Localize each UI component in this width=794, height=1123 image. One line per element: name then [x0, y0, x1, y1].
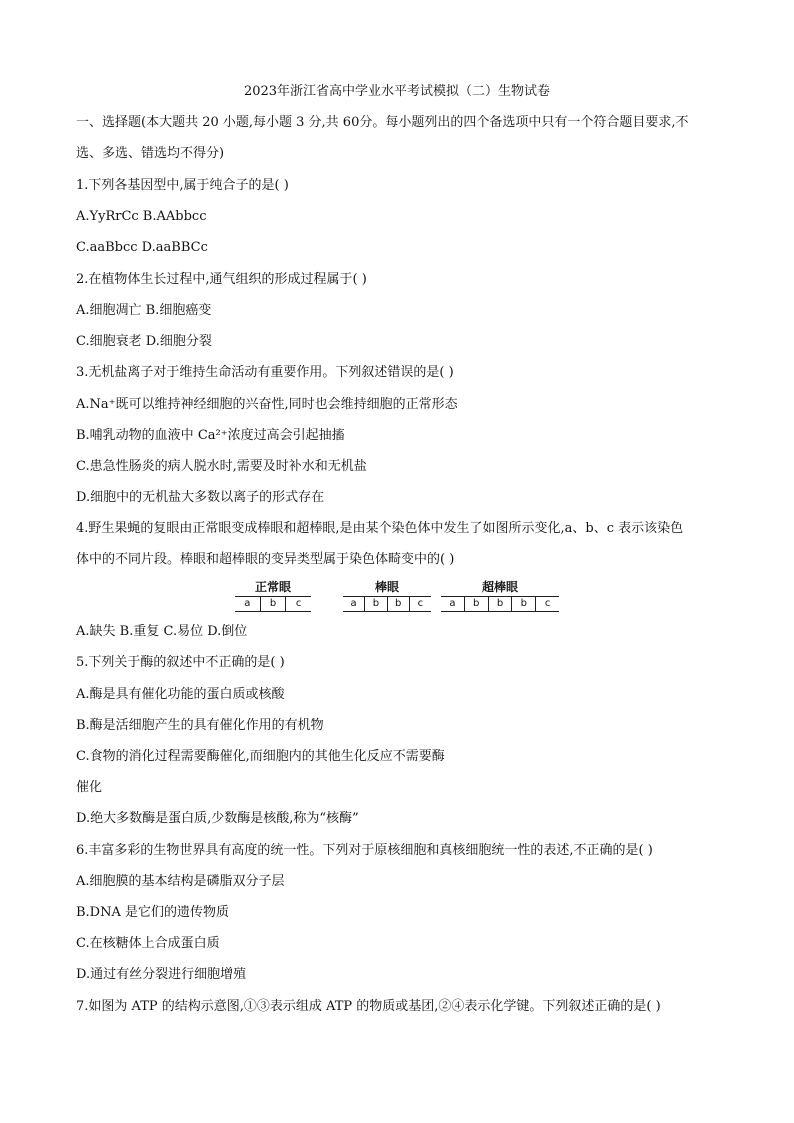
- q1-options-cd: C.aaBbcc D.aaBBCc: [76, 240, 208, 255]
- q5-option-b: B.酶是活细胞产生的具有催化作用的有机物: [76, 718, 324, 733]
- question-4-cont: 体中的不同片段。棒眼和超棒眼的变异类型属于染色体畸变中的( ): [76, 552, 455, 567]
- q3-option-c: C.患急性肠炎的病人脱水时,需要及时补水和无机盐: [76, 459, 367, 474]
- figure-label: 超棒眼: [481, 580, 518, 594]
- q3-option-a: A.Na⁺既可以维持神经细胞的兴奋性,同时也会维持细胞的正常形态: [76, 397, 458, 412]
- segment: b: [261, 597, 287, 611]
- segment: a: [441, 597, 465, 611]
- question-2: 2.在植物体生长过程中,通气组织的形成过程属于( ): [76, 272, 367, 287]
- question-5: 5.下列关于酶的叙述中不正确的是( ): [76, 655, 285, 670]
- q2-options-ab: A.细胞凋亡 B.细胞癌变: [76, 303, 212, 318]
- q6-option-a: A.细胞膜的基本结构是磷脂双分子层: [76, 874, 285, 889]
- segment: c: [417, 598, 424, 609]
- q1-options-ab: A.YyRrCc B.AAbbcc: [76, 209, 207, 224]
- section-heading-cont: 选、多选、错选均不得分): [76, 146, 225, 161]
- segment: b: [489, 597, 513, 611]
- chromosome-bar: [441, 596, 559, 612]
- exam-title: 2023年浙江省高中学业水平考试模拟（二）生物试卷: [243, 84, 551, 99]
- question-4: 4.野生果蝇的复眼由正常眼变成棒眼和超棒眼,是由某个染色体中发生了如图所示变化,a、b、c 表示该染色: [76, 521, 684, 536]
- figure-label: 棒眼: [374, 580, 399, 594]
- segment: b: [465, 597, 489, 611]
- q6-option-b: B.DNA 是它们的遗传物质: [76, 905, 230, 920]
- figure-bar-eye: [343, 578, 431, 614]
- question-6: 6.丰富多彩的生物世界具有高度的统一性。下列对于原核细胞和真核细胞统一性的表述,不正确的是( ): [76, 843, 653, 858]
- segment: a: [343, 597, 365, 611]
- q2-options-cd: C.细胞衰老 D.细胞分裂: [76, 334, 212, 349]
- segment: b: [512, 597, 536, 611]
- q5-option-c: C.食物的消化过程需要酶催化,而细胞内的其他生化反应不需要酶: [76, 749, 445, 764]
- q5-option-d: D.绝大多数酶是蛋白质,少数酶是核酸,称为“核酶”: [76, 811, 359, 826]
- segment: a: [235, 597, 261, 611]
- q6-option-d: D.通过有丝分裂进行细胞增殖: [76, 967, 247, 982]
- segment: b: [388, 597, 410, 611]
- q5-option-a: A.酶是具有催化功能的蛋白质或核酸: [76, 687, 285, 702]
- question-1: 1.下列各基因型中,属于纯合子的是( ): [76, 178, 289, 193]
- question-7: 7.如图为 ATP 的结构示意图,①③表示组成 ATP 的物质或基团,②④表示化学键。下列叙述正确的是( ): [76, 999, 661, 1014]
- q5-option-c-cont: 催化: [76, 780, 103, 795]
- question-3: 3.无机盐离子对于维持生命活动有重要作用。下列叙述错误的是( ): [76, 365, 454, 380]
- segment: c: [295, 598, 302, 609]
- figure-label: 正常眼: [254, 580, 291, 594]
- segment: c: [544, 598, 551, 609]
- figure-ultra-bar-eye: [441, 578, 559, 614]
- q3-option-d: D.细胞中的无机盐大多数以离子的形式存在: [76, 490, 325, 505]
- section-heading: 一、选择题(本大题共 20 小题,每小题 3 分,共 60分。每小题列出的四个备选项中只有一个符合题目要求,不: [76, 115, 689, 130]
- segment: b: [365, 597, 387, 611]
- chromosome-bar: [235, 596, 311, 612]
- q4-options: A.缺失 B.重复 C.易位 D.倒位: [76, 624, 248, 639]
- chromosome-bar: [343, 596, 431, 612]
- figure-normal-eye: [235, 578, 311, 614]
- q3-option-b: B.哺乳动物的血液中 Ca²⁺浓度过高会引起抽搐: [76, 428, 345, 443]
- chromosome-figure: [235, 578, 565, 614]
- q6-option-c: C.在核糖体上合成蛋白质: [76, 936, 220, 951]
